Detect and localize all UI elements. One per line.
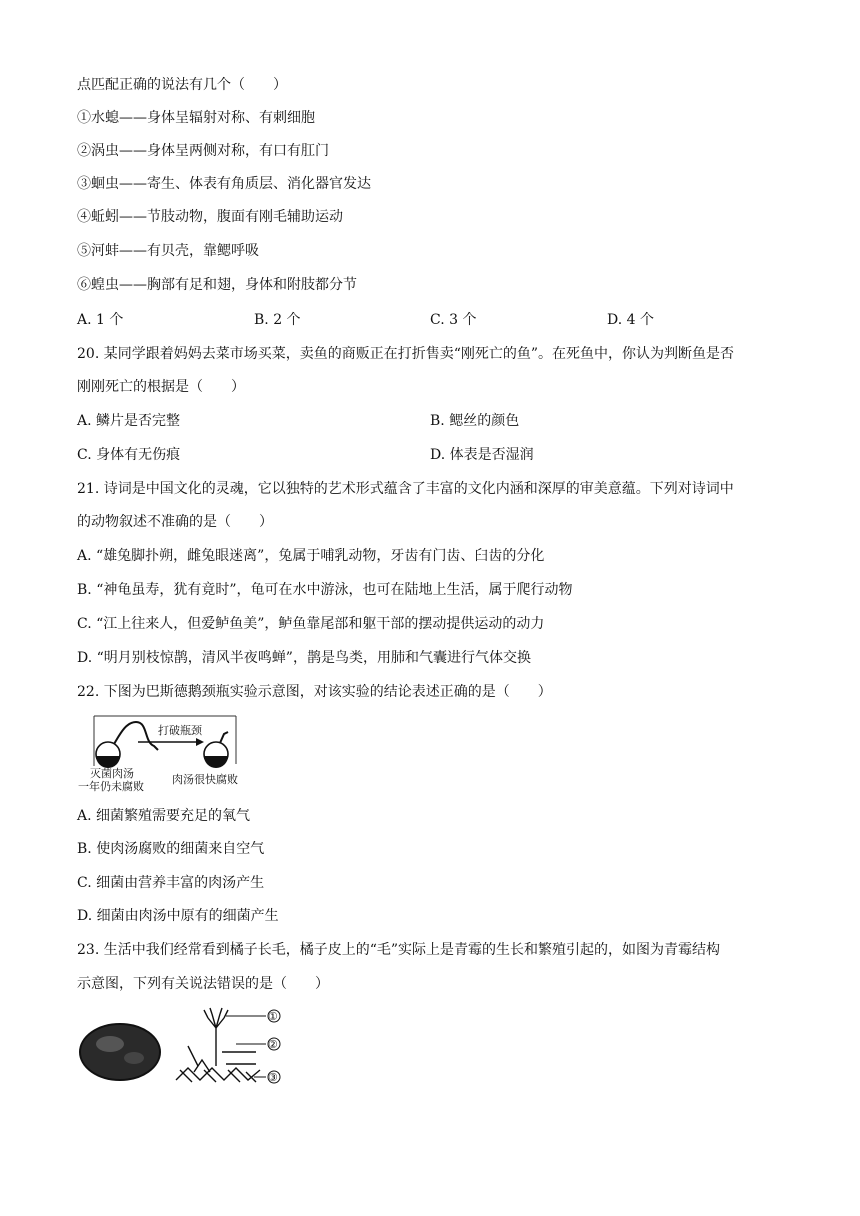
q22-option-d: D. 细菌由肉汤中原有的细菌产生 (77, 908, 279, 924)
q21-option-a: A. “雄兔脚扑朔，雌兔眼迷离”，兔属于哺乳动物，牙齿有门齿、臼齿的分化 (77, 548, 545, 564)
q19-option-c: C. 3 个 (430, 312, 477, 328)
left-caption-1: 灭菌肉汤 (90, 767, 134, 780)
q21-option-c: C. “江上往来人，但爱鲈鱼美”，鲈鱼靠尾部和躯干部的摆动提供运动的动力 (77, 616, 545, 632)
q20-stem-line-1: 20. 某同学跟着妈妈去菜市场买菜，卖鱼的商贩正在打折售卖“刚死亡的鱼”。在死鱼中，你认为判断鱼是否 (77, 346, 735, 362)
left-caption-2: 一年仍未腐败 (78, 780, 144, 793)
q20-option-d: D. 体表是否湿润 (430, 447, 534, 463)
q19-item-2: ②涡虫——身体呈两侧对称，有口有肛门 (77, 143, 329, 159)
q22-stem: 22. 下图为巴斯德鹅颈瓶实验示意图，对该实验的结论表述正确的是（ ） (77, 684, 552, 700)
q22-option-a: A. 细菌繁殖需要充足的氧气 (77, 808, 251, 824)
q19-item-3: ③蛔虫——寄生、体表有角质层、消化器官发达 (77, 176, 371, 192)
q21-option-d: D. “明月别枝惊鹊，清风半夜鸣蝉”，鹊是鸟类，用肺和气囊进行气体交换 (77, 650, 531, 666)
right-caption: 肉汤很快腐败 (172, 773, 238, 786)
q21-stem-line-2: 的动物叙述不准确的是（ ） (77, 514, 273, 530)
q19-option-d: D. 4 个 (607, 312, 654, 328)
penicillium-structure-icon (176, 1008, 260, 1082)
q19-item-5: ⑤河蚌——有贝壳，靠鳃呼吸 (77, 243, 259, 259)
leader-lines (226, 1016, 266, 1077)
q19-item-6: ⑥蝗虫——胸部有足和翅，身体和附肢都分节 (77, 277, 357, 293)
broken-neck-flask-icon (204, 732, 228, 768)
q19-option-b: B. 2 个 (254, 312, 301, 328)
q20-option-b: B. 鳃丝的颜色 (430, 413, 520, 429)
q23-stem-line-2: 示意图，下列有关说法错误的是（ ） (77, 976, 329, 992)
label-1: ① (268, 1010, 278, 1023)
q19-stem-tail: 点匹配正确的说法有几个（ ） (77, 77, 287, 93)
q20-option-a: A. 鳞片是否完整 (77, 413, 181, 429)
penicillium-figure (76, 1006, 292, 1092)
q20-stem-line-2: 刚刚死亡的根据是（ ） (77, 379, 245, 395)
pasteur-flask-figure (76, 712, 256, 796)
q19-item-4: ④蚯蚓——节肢动物，腹面有刚毛辅助运动 (77, 209, 343, 225)
q19-item-1: ①水螅——身体呈辐射对称、有刺细胞 (77, 110, 315, 126)
arrow-label: 打破瓶颈 (158, 724, 202, 737)
q19-option-a: A. 1 个 (77, 312, 124, 328)
q22-option-b: B. 使肉汤腐败的细菌来自空气 (77, 841, 265, 857)
q21-stem-line-1: 21. 诗词是中国文化的灵魂，它以独特的艺术形式蕴含了丰富的文化内涵和深厚的审美意蕴。下列对诗词中 (77, 481, 734, 497)
q22-option-c: C. 细菌由营养丰富的肉汤产生 (77, 875, 265, 891)
label-2: ② (268, 1038, 278, 1051)
q21-option-b: B. “神龟虽寿，犹有竟时”，龟可在水中游泳，也可在陆地上生活，属于爬行动物 (77, 582, 573, 598)
q20-option-c: C. 身体有无伤痕 (77, 447, 181, 463)
label-3: ③ (268, 1071, 278, 1084)
q23-stem-line-1: 23. 生活中我们经常看到橘子长毛，橘子皮上的“毛”实际上是青霉的生长和繁殖引起的，如图为青霉结构 (77, 942, 721, 958)
swan-neck-flask-icon (96, 722, 158, 768)
moldy-orange-icon (80, 1024, 160, 1080)
